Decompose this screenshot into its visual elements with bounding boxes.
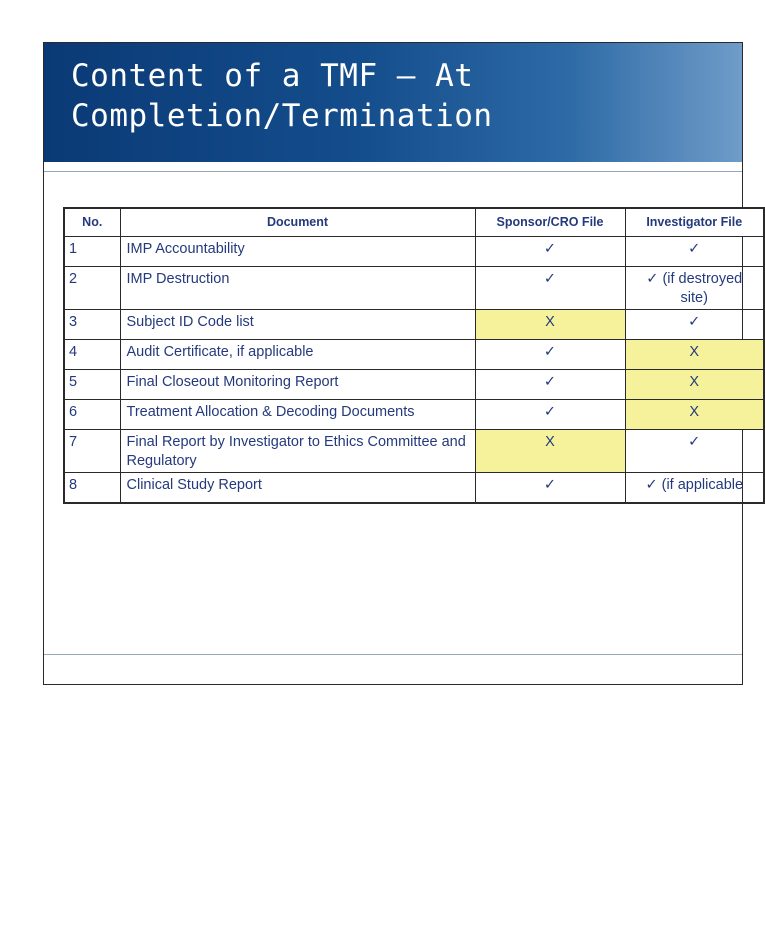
cell-document: Audit Certificate, if applicable: [120, 340, 475, 370]
table-row: [64, 237, 764, 267]
cell-document: Final Report by Investigator to Ethics Committee and Regulatory: [120, 430, 475, 473]
cell-sponsor: ✓: [475, 370, 625, 400]
cell-no: 3: [64, 310, 120, 340]
table-row: [64, 430, 764, 473]
header-investigator: Investigator File: [625, 208, 764, 237]
cell-document: Clinical Study Report: [120, 473, 475, 504]
cell-no: 5: [64, 370, 120, 400]
tmf-table: [63, 207, 765, 504]
cell-sponsor: X: [475, 310, 625, 340]
header-sponsor: Sponsor/CRO File: [475, 208, 625, 237]
cell-sponsor: ✓: [475, 400, 625, 430]
header-document: Document: [120, 208, 475, 237]
cell-investigator: ✓ (if destroyed site): [625, 267, 764, 310]
divider: [44, 171, 742, 172]
table-row: [64, 310, 764, 340]
cell-no: 6: [64, 400, 120, 430]
header-no: No.: [64, 208, 120, 237]
table-row: [64, 473, 764, 504]
table-row: [64, 340, 764, 370]
title-bar: [44, 43, 742, 162]
cell-no: 2: [64, 267, 120, 310]
cell-sponsor: ✓: [475, 267, 625, 310]
cell-investigator: X: [625, 340, 764, 370]
cell-no: 8: [64, 473, 120, 504]
cell-document: Subject ID Code list: [120, 310, 475, 340]
divider: [44, 654, 742, 655]
cell-document: Final Closeout Monitoring Report: [120, 370, 475, 400]
cell-sponsor: ✓: [475, 237, 625, 267]
table-header-row: [64, 208, 764, 237]
cell-sponsor: ✓: [475, 473, 625, 504]
cell-investigator: ✓: [625, 430, 764, 473]
cell-document: Treatment Allocation & Decoding Documents: [120, 400, 475, 430]
cell-sponsor: ✓: [475, 340, 625, 370]
cell-no: 4: [64, 340, 120, 370]
cell-no: 1: [64, 237, 120, 267]
table-row: [64, 400, 764, 430]
cell-document: IMP Destruction: [120, 267, 475, 310]
slide: [43, 42, 743, 685]
slide-title: Content of a TMF – At Completion/Termination: [71, 58, 493, 134]
cell-no: 7: [64, 430, 120, 473]
cell-investigator: ✓: [625, 237, 764, 267]
cell-sponsor: X: [475, 430, 625, 473]
cell-investigator: X: [625, 400, 764, 430]
cell-investigator: ✓: [625, 310, 764, 340]
table-row: [64, 370, 764, 400]
cell-document: IMP Accountability: [120, 237, 475, 267]
cell-investigator: X: [625, 370, 764, 400]
cell-investigator: ✓ (if applicable: [625, 473, 764, 504]
table-row: [64, 267, 764, 310]
